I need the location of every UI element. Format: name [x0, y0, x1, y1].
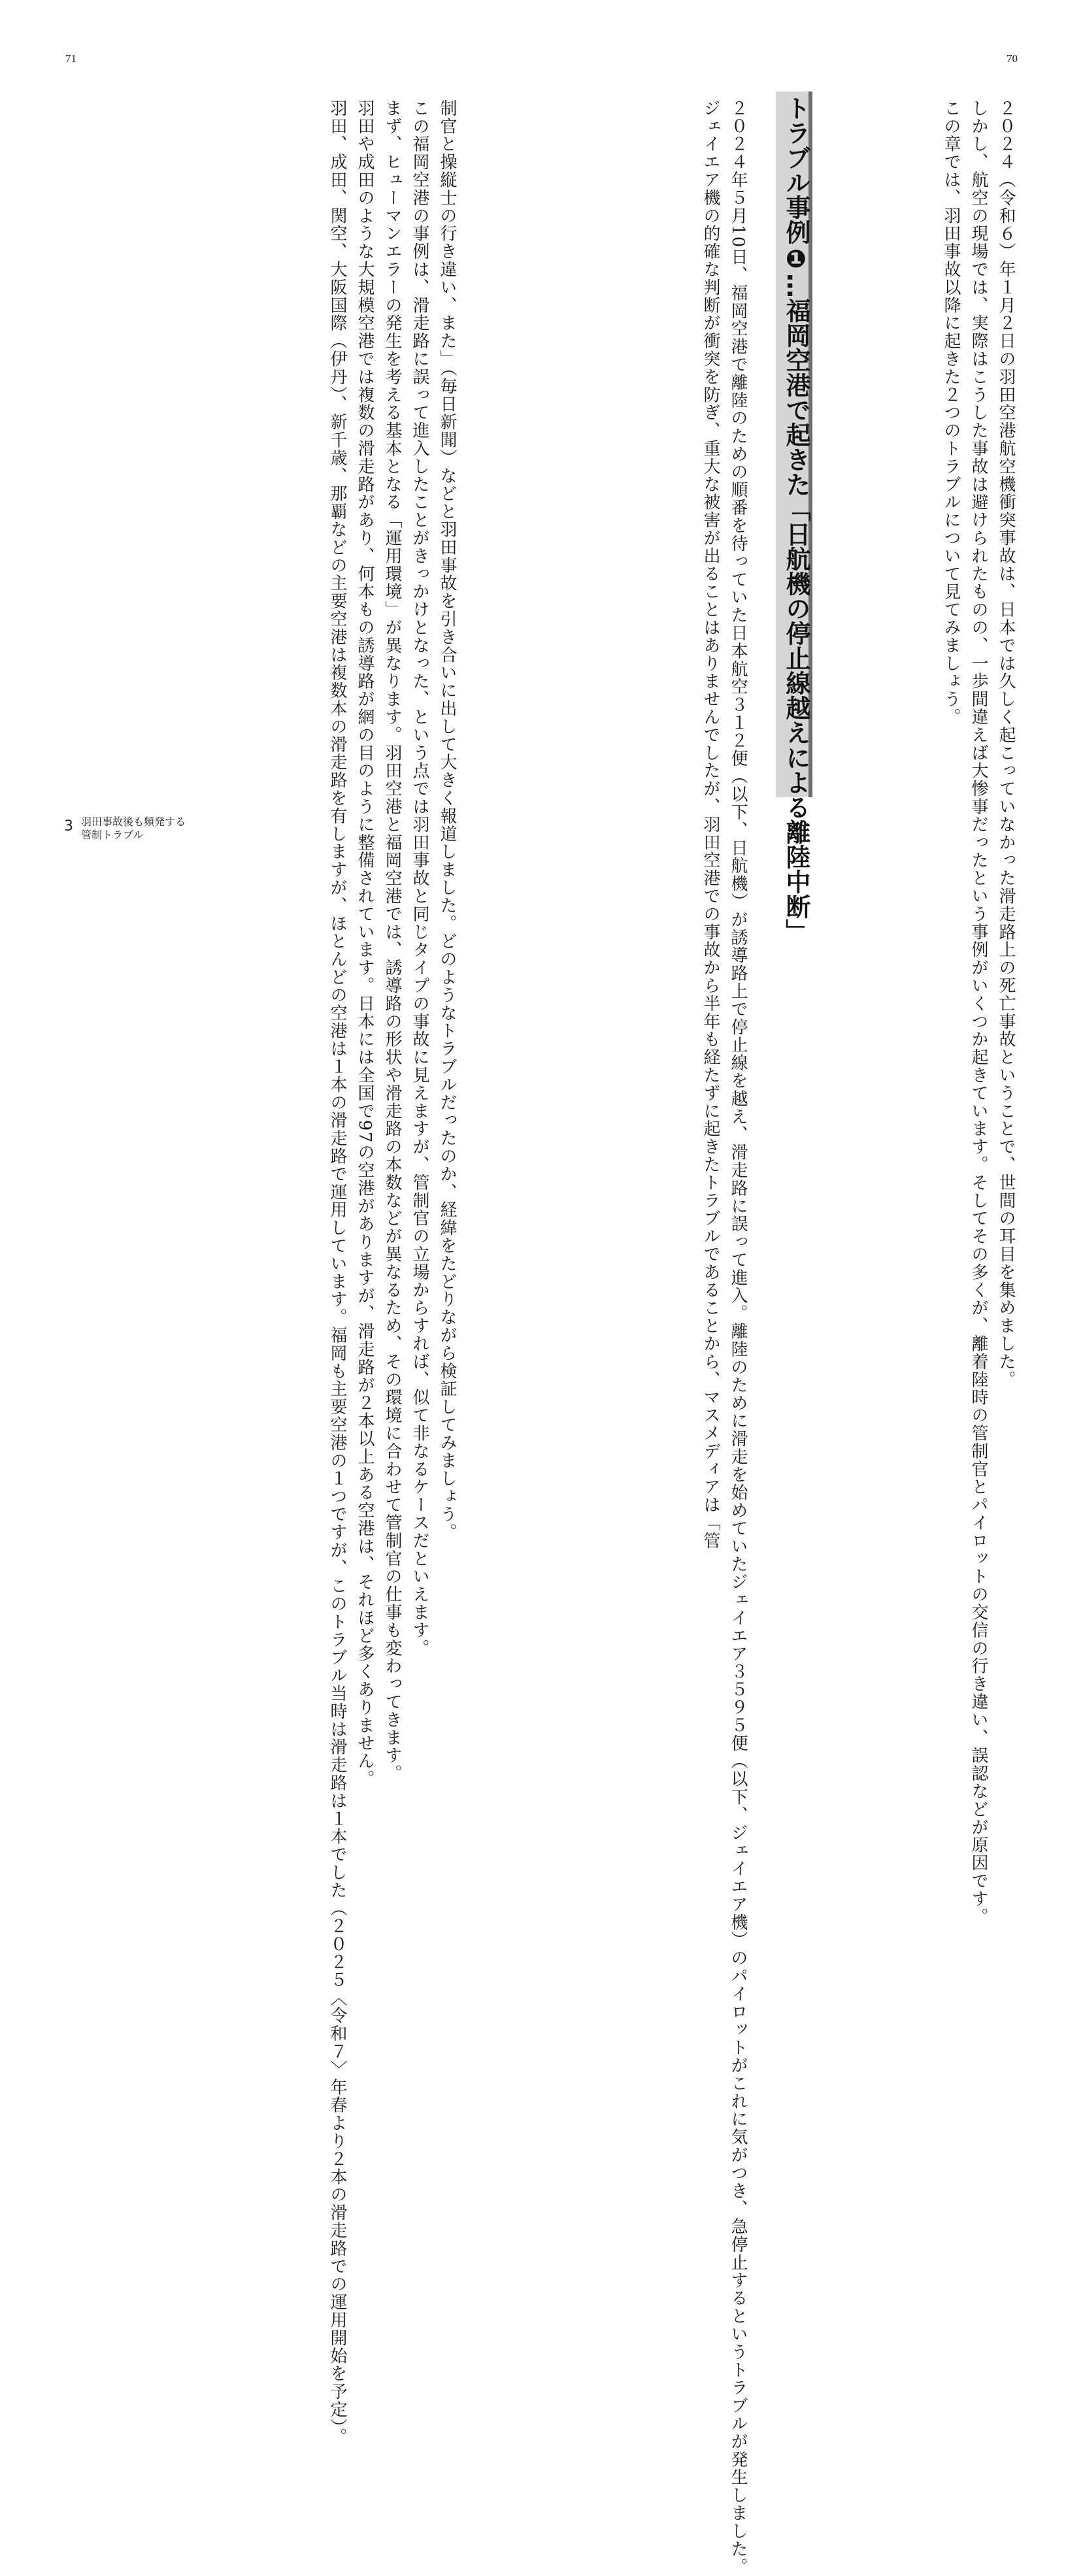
right-page-body — [588, 99, 752, 2576]
right-page-intro — [824, 99, 1020, 1926]
paragraph: この章では、羽田事故以降に起きた２つのトラブルについて見てみましょう。 — [941, 99, 961, 726]
chapter-footer — [64, 816, 186, 842]
paragraph: この福岡空港の事例は、滑走路に誤って進入したことがきっかけとなった、という点では羽田事故と同じタイプの事故に見えますが、管制官の立場からすれば、似て非なるケースだといえます。 — [410, 99, 429, 1657]
page-number-right: 70 — [1007, 52, 1018, 65]
chapter-title-line: 管制トラブル — [81, 829, 144, 841]
paragraph: 羽田や成田のような大規模空港では複数の滑走路があり、何本もの誘導路が網の目のように整備されています。日本には全国で97の空港がありますが、滑走路が２本以上ある空港は、それほど多くありません。 — [355, 99, 375, 1789]
paragraph: まず、ヒューマンエラーの発生を考える基本となる「運用環境」が異なります。羽田空港と福岡空港では、誘導路の形状や滑走路の本数などが異なるため、その環境に合わせて管制官の仕事も変わってきます。 — [382, 99, 402, 1783]
page-number-left: 71 — [65, 52, 76, 65]
chapter-title-line: 羽田事故後も頻発する — [81, 816, 186, 828]
paragraph: ２０２４年５月10日、福岡空港で離陸のための順番を待っていた日本航空３１２便（以下、日航機）が誘導路上で停止線を越え、滑走路に誤って進入。離陸のために滑走を始めていたジェイエア３５９５便（以下、ジェイエア機）のパイロットがこれに気がつき、急停止するというトラブルが発生しました。 — [728, 99, 748, 2576]
section-heading: トラブル事例❶…福岡空港で起きた「日航機の停止線越えによる離陸中断」 — [782, 95, 810, 944]
paragraph: しかし、航空の現場では、実際はこうした事故は避けられたものの、一歩間違えば大惨事だったという事例がいくつか起きています。そしてその多くが、離着陸時の管制官とパイロットの交信の行き違い、誤認などが原因です。 — [969, 99, 988, 1926]
chapter-number: 3 — [64, 818, 73, 834]
paragraph: 制官と操縦士の行き違い、また」（毎日新聞）などと羽田事故を引き合いに出して大きく報道しました。どのようなトラブルだったのか、経緯をたどりながら検証してみましょう。 — [437, 99, 457, 1542]
paragraph: 羽田、成田、関空、大阪国際（伊丹）、新千歳、那覇などの主要空港は複数本の滑走路を有しますが、ほとんどの空港は１本の滑走路で運用しています。福岡も主要空港の１つですが、このトラブル当時は滑走路は１本でした（２０２５〈令和７〉年春より２本の滑走路での運用開始を予定）。 — [327, 99, 347, 2446]
paragraph: ジェイエア機の的確な判断が衝突を防ぎ、重大な被害が出ることはありませんでしたが、羽田空港での事故から半年も経たずに起きたトラブルであることから、マスメディアは「管 — [701, 99, 720, 1550]
paragraph: ２０２４（令和６）年１月２日の羽田空港航空機衝突事故は、日本では久しく起こっていなかった滑走路上の死亡事故ということで、世間の耳目を集めました。 — [996, 99, 1016, 1389]
chapter-title — [81, 816, 186, 842]
